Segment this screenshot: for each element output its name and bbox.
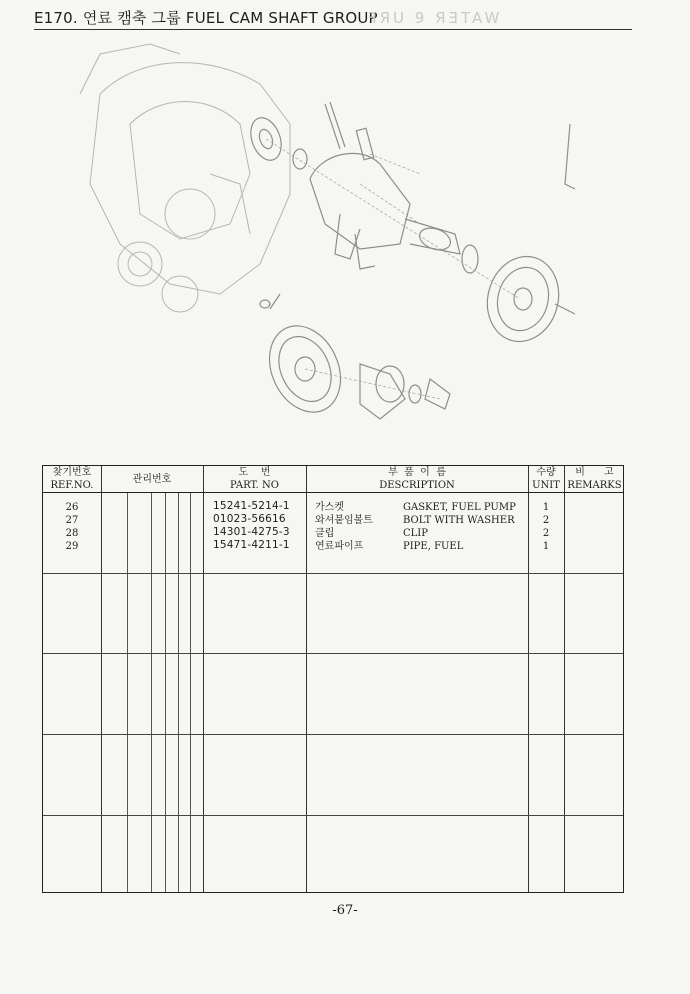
header-unit-ko: 수량 xyxy=(536,467,556,478)
header-remarks-ko: 비 고 xyxy=(575,467,614,478)
unit-qty: 1 xyxy=(542,541,550,552)
ref-number: 26 xyxy=(65,502,79,513)
row-group-divider xyxy=(43,653,623,654)
header-remarks-en: REMARKS xyxy=(567,480,622,491)
ref-number: 27 xyxy=(65,515,79,526)
column-divider xyxy=(151,492,152,892)
part-name-ko: 와셔붙임볼트 xyxy=(315,515,373,526)
part-number: 15471-4211-1 xyxy=(213,539,290,551)
header-mgmt-ko: 관리번호 xyxy=(132,474,172,485)
part-name-en: CLIP xyxy=(403,528,428,539)
part-name-en: PIPE, FUEL xyxy=(403,541,464,552)
header-desc-en: DESCRIPTION xyxy=(379,480,455,491)
parts-table xyxy=(42,465,624,893)
header-desc-ko: 부 품 이 름 xyxy=(388,467,446,478)
column-divider xyxy=(306,466,307,892)
column-divider xyxy=(101,466,102,892)
unit-qty: 2 xyxy=(542,515,550,526)
column-divider xyxy=(190,492,191,892)
column-divider xyxy=(178,492,179,892)
header-divider xyxy=(43,492,623,493)
unit-qty: 1 xyxy=(542,502,550,513)
unit-qty: 2 xyxy=(542,528,550,539)
ref-number: 29 xyxy=(65,541,79,552)
part-number: 15241-5214-1 xyxy=(213,500,290,512)
header-ref-en: REF.NO. xyxy=(50,480,94,491)
header-ref-ko: 찾기번호 xyxy=(52,467,92,478)
row-group-divider xyxy=(43,815,623,816)
part-name-en: BOLT WITH WASHER xyxy=(403,515,515,526)
column-divider xyxy=(203,466,204,892)
part-number: 01023-56616 xyxy=(213,513,286,525)
header-unit-en: UNIT xyxy=(532,480,560,491)
part-number: 14301-4275-3 xyxy=(213,526,290,538)
bleed-through-text: ꟻЯU 9 ЯƎTAW xyxy=(368,9,503,27)
header-rule xyxy=(34,29,632,30)
page-header-title: E170. 연료 캠축 그룹 FUEL CAM SHAFT GROUP xyxy=(34,9,378,27)
page-number: -67- xyxy=(332,903,358,918)
ref-number: 28 xyxy=(65,528,79,539)
row-group-divider xyxy=(43,734,623,735)
row-group-divider xyxy=(43,573,623,574)
part-name-en: GASKET, FUEL PUMP xyxy=(403,502,516,513)
part-name-ko: 클립 xyxy=(315,528,335,539)
column-divider xyxy=(564,466,565,892)
header-part-en: PART. NO xyxy=(230,480,279,491)
part-name-ko: 연료파이프 xyxy=(315,541,364,552)
part-name-ko: 가스켓 xyxy=(315,502,344,513)
header-part-ko: 도 번 xyxy=(238,467,271,478)
column-divider xyxy=(165,492,166,892)
column-divider xyxy=(127,492,128,892)
exploded-parts-diagram xyxy=(60,34,580,454)
